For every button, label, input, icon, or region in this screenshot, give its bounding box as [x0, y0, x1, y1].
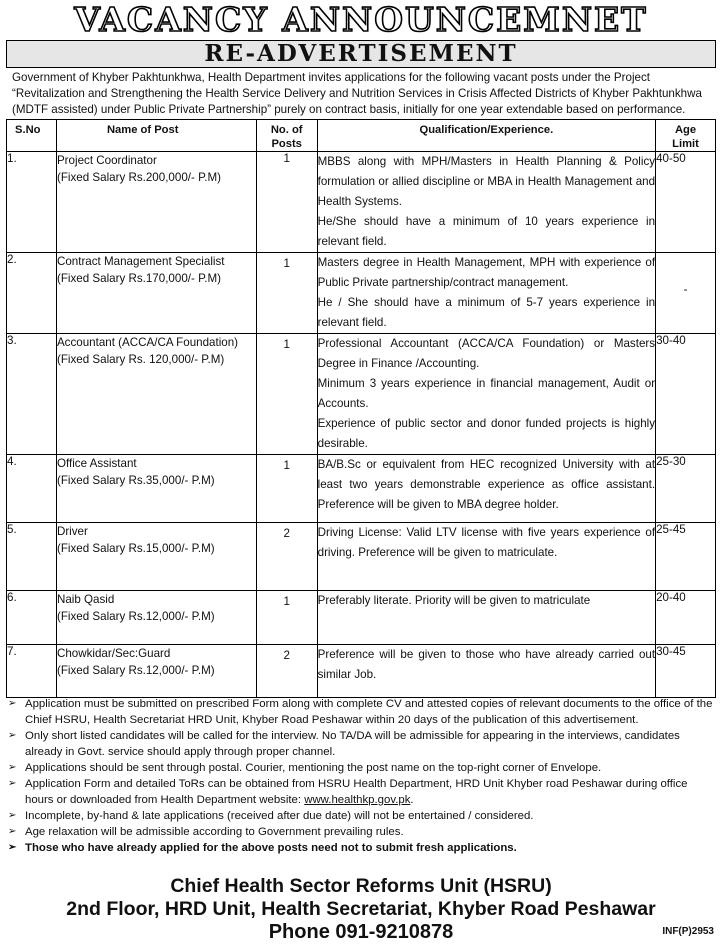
arrow-bullet-icon: ➢: [8, 826, 17, 837]
row-qualification: [317, 455, 655, 523]
qualification-text: Masters degree in Health Management, MPH with experience of Public Private partnership/contract management.: [317, 256, 656, 289]
instruction-text: Age relaxation will be admissible according to Government prevailing rules.: [25, 826, 404, 838]
post-salary: (Fixed Salary Rs.12,000/- P.M): [56, 664, 215, 677]
post-name: Project Coordinator: [56, 154, 157, 167]
table-row: [7, 591, 716, 645]
row-sno: 5.: [7, 523, 57, 591]
row-posts-count: 2: [256, 645, 317, 698]
post-salary: (Fixed Salary Rs.15,000/- P.M): [56, 542, 215, 555]
row-post: [56, 645, 256, 698]
post-salary: (Fixed Salary Rs. 120,000/- P.M): [56, 353, 225, 366]
instruction-item: [6, 728, 714, 760]
instruction-text: Those who have already applied for the above posts need not to submit fresh applications.: [25, 842, 517, 854]
footer-phone: Phone 091-9210878: [268, 921, 454, 943]
post-salary: (Fixed Salary Rs.35,000/- P.M): [56, 474, 215, 487]
row-sno: 2.: [7, 253, 57, 334]
table-row: [7, 334, 716, 455]
arrow-bullet-icon: ➢: [8, 810, 17, 821]
row-posts-count: 1: [256, 455, 317, 523]
post-salary: (Fixed Salary Rs.12,000/- P.M): [56, 610, 215, 623]
qualification-text: Experience of public sector and donor funded projects is highly desirable.: [317, 417, 656, 450]
post-name: Accountant (ACCA/CA Foundation): [56, 336, 239, 349]
row-post: [56, 152, 256, 253]
arrow-bullet-icon: ➢: [8, 778, 17, 789]
header-no-of-posts: [256, 120, 317, 152]
instruction-item: [6, 808, 714, 824]
header-qualification: Qualification/Experience.: [317, 120, 655, 152]
reference-number: INF(P)2953: [662, 926, 714, 937]
row-sno: 4.: [7, 455, 57, 523]
post-name: Driver: [56, 525, 88, 538]
re-advertisement-banner: RE-ADVERTISEMENT: [6, 40, 716, 68]
instruction-text: Application Form and detailed ToRs can be obtained from HSRU Health Department, HRD Unit Khyber road Peshawar during office hours or downloaded from Health Department website:: [25, 778, 688, 806]
website-period: .: [410, 794, 414, 806]
intro-line: Government of Khyber Pakhtunkhwa, Health Department invites applications for the following vacant posts under the Project: [12, 71, 651, 84]
footer-address: 2nd Floor, HRD Unit, Health Secretariat, Khyber Road Peshawar: [66, 898, 656, 920]
row-post: [56, 523, 256, 591]
row-qualification: [317, 253, 655, 334]
arrow-bullet-icon: ➢: [8, 842, 17, 853]
instruction-item: [6, 760, 714, 776]
instruction-item: [6, 776, 714, 808]
header-posts-line2: Posts: [271, 138, 302, 150]
row-age-limit: 30-40: [656, 334, 716, 455]
qualification-text: He / She should have a minimum of 5-7 years experience in relevant field.: [317, 296, 656, 329]
instruction-text: Incomplete, by-hand & late applications (received after due date) will not be entertained / considered.: [25, 810, 534, 822]
row-post: [56, 591, 256, 645]
header-sno: S.No: [7, 120, 57, 152]
footer-office-name: Chief Health Sector Reforms Unit (HSRU): [170, 875, 552, 897]
post-name: Chowkidar/Sec:Guard: [56, 647, 171, 660]
table-row: [7, 523, 716, 591]
intro-line: “Revitalization and Strengthening the Health Service Delivery and Nutrition Services in Crisis Affected Districts of Khyber Pakhtunkhwa: [12, 87, 702, 100]
instruction-text: Only short listed candidates will be called for the interview. No TA/DA will be admissible for appearing in the interviews, candidates already in Govt. service should apply through proper channel.: [25, 730, 680, 758]
row-age-limit: 40-50: [656, 152, 716, 253]
post-salary: (Fixed Salary Rs.200,000/- P.M): [56, 171, 222, 184]
arrow-bullet-icon: ➢: [8, 762, 17, 773]
row-sno: 3.: [7, 334, 57, 455]
qualification-text: Preference will be given to those who have already carried out similar Job.: [317, 648, 656, 681]
instruction-item: [6, 696, 714, 728]
row-sno: 6.: [7, 591, 57, 645]
qualification-text: BA/B.Sc or equivalent from HEC recognized University with at least two years demonstrable experience as office assistant. Preference will be given to MBA degree holder.: [317, 458, 656, 511]
header-name-of-post: Name of Post: [56, 120, 256, 152]
row-posts-count: 1: [256, 591, 317, 645]
post-name: Naib Qasid: [56, 593, 115, 606]
table-header-row: [7, 120, 716, 152]
vacancy-table: [6, 119, 716, 698]
row-age-limit: 30-45: [656, 645, 716, 698]
header-age-line2: Limit: [672, 138, 699, 150]
row-posts-count: 1: [256, 334, 317, 455]
table-row: [7, 645, 716, 698]
health-department-website-link[interactable]: www.healthkp.gov.pk: [304, 794, 411, 806]
post-salary: (Fixed Salary Rs.170,000/- P.M): [56, 272, 222, 285]
post-name: Contract Management Specialist: [56, 255, 225, 268]
row-sno: 7.: [7, 645, 57, 698]
qualification-text: Minimum 3 years experience in financial management, Audit or Accounts.: [317, 377, 656, 410]
table-row: [7, 152, 716, 253]
row-sno: 1.: [7, 152, 57, 253]
instructions-list: [6, 696, 714, 856]
qualification-text: Professional Accountant (ACCA/CA Foundation) or Masters Degree in Finance /Accounting.: [317, 337, 656, 370]
intro-line: (MDTF assisted) under Public Private Partnership” purely on contract basis, initially for one year extendable based on performance.: [12, 103, 686, 116]
row-posts-count: 1: [256, 253, 317, 334]
intro-paragraph: [12, 70, 712, 118]
arrow-bullet-icon: ➢: [8, 730, 17, 741]
row-post: [56, 334, 256, 455]
row-qualification: [317, 334, 655, 455]
row-qualification: [317, 152, 655, 253]
vacancy-title: VACANCY ANNOUNCEMNET: [74, 0, 648, 39]
row-post: [56, 253, 256, 334]
qualification-text: Driving License: Valid LTV license with five years experience of driving. Preference will be given to matriculate.: [317, 526, 656, 559]
post-name: Office Assistant: [56, 457, 137, 470]
header-age-limit: [656, 120, 716, 152]
instruction-item: [6, 824, 714, 840]
row-post: [56, 455, 256, 523]
row-age-limit: 20-40: [656, 591, 716, 645]
table-row: [7, 253, 716, 334]
arrow-bullet-icon: ➢: [8, 698, 17, 709]
row-qualification: [317, 523, 655, 591]
qualification-text: MBBS along with MPH/Masters in Health Planning & Policy formulation or allied discipline or MBA in Health Management and Health Systems.: [317, 155, 656, 208]
header-posts-line1: No. of: [270, 124, 303, 136]
row-qualification: [317, 645, 655, 698]
instruction-text: Applications should be sent through postal. Courier, mentioning the post name on the top-right corner of Envelope.: [25, 762, 602, 774]
row-posts-count: 1: [256, 152, 317, 253]
table-row: [7, 455, 716, 523]
row-age-limit: 25-30: [656, 455, 716, 523]
instruction-item: [6, 840, 714, 856]
instruction-text: Application must be submitted on prescribed Form along with complete CV and attested copies of relevant documents to the office of the Chief HSRU, Health Secretariat HRD Unit, Khyber Road Peshawar within 20 days of the publication of this advertisement.: [25, 698, 713, 726]
row-qualification: [317, 591, 655, 645]
row-age-limit: 25-45: [656, 523, 716, 591]
row-posts-count: 2: [256, 523, 317, 591]
row-age-limit: -: [656, 253, 716, 334]
qualification-text: He/She should have a minimum of 10 years experience in relevant field.: [317, 215, 656, 248]
qualification-text: Preferably literate. Priority will be given to matriculate: [317, 594, 591, 607]
header-age-line1: Age: [674, 124, 697, 136]
